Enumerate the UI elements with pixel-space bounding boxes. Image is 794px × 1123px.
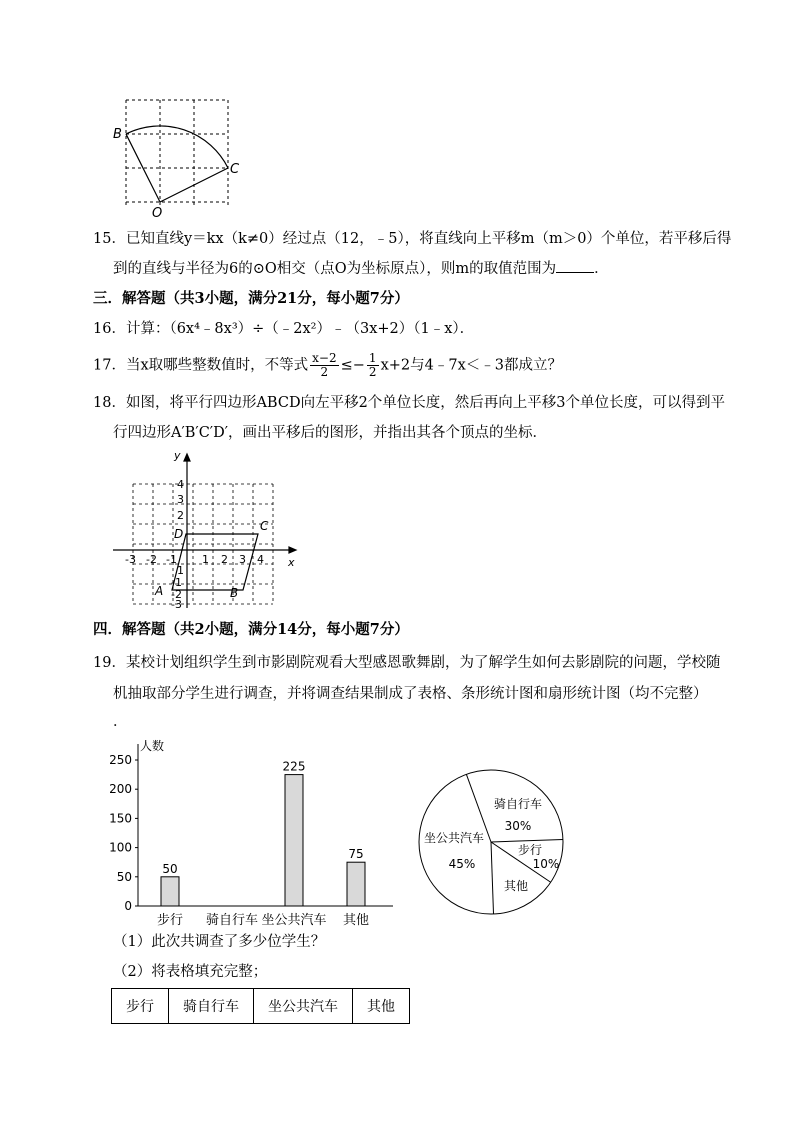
fraction-1 <box>310 352 338 379</box>
x-category-label: 步行 <box>156 913 184 928</box>
y-axis-label: y <box>174 450 181 462</box>
bar-value-label: 50 <box>162 861 178 876</box>
table-header-cell: 坐公共汽车 <box>254 989 353 1024</box>
sector-figure <box>108 96 248 220</box>
table-header-cell: 步行 <box>112 989 169 1024</box>
fraction-2 <box>367 352 379 379</box>
q19-sub2: （2）将表格填充完整； <box>113 964 268 980</box>
y-tick-label: 150 <box>109 811 132 826</box>
q15-line2-text: 到的直线与半径为6的⊙O相交（点O为坐标原点），则m的取值范围为 <box>113 261 557 277</box>
pie-slice-percent: 45% <box>448 857 476 871</box>
y-axis-arrow-icon <box>184 454 190 461</box>
q17 <box>93 352 562 379</box>
fraction-2-denominator: 2 <box>368 365 377 379</box>
pie-slice-label: 步行 <box>517 843 543 857</box>
label-o: O <box>152 206 163 220</box>
x-category-label: 骑自行车 <box>205 913 259 928</box>
y-tick: 4 <box>177 478 184 491</box>
y-tick: -2 <box>171 588 182 601</box>
x-tick: 2 <box>221 553 228 566</box>
fraction-1-numerator: x−2 <box>312 351 337 365</box>
table-header-cell: 其他 <box>353 989 410 1024</box>
y-tick: 2 <box>177 509 184 522</box>
q18-line2: 行四边形A′B′C′D′，画出平移后的图形，并指出其各个顶点的坐标． <box>113 425 548 441</box>
section-3-heading: 三．解答题（共3小题，满分21分，每小题7分） <box>93 290 409 307</box>
pie-slice-label: 其他 <box>503 879 529 893</box>
q17-suffix: x+2与4﹣7x＜﹣3都成立？ <box>380 357 562 374</box>
x-tick: -1 <box>166 553 177 566</box>
answer-blank[interactable] <box>556 258 594 273</box>
x-category-label: 坐公共汽车 <box>261 913 327 928</box>
q19-line3: ． <box>113 714 128 730</box>
bar-value-label: 225 <box>282 759 306 774</box>
x-tick: 1 <box>202 553 209 566</box>
pie-slice-percent: 30% <box>504 819 532 833</box>
bar-chart <box>108 734 398 930</box>
q19-sub1: （1）此次共调查了多少位学生？ <box>113 934 326 950</box>
vertex-c: C <box>260 519 269 533</box>
q15-line2 <box>113 258 609 279</box>
table-header-cell: 骑自行车 <box>169 989 254 1024</box>
y-tick: -3 <box>171 598 182 611</box>
q17-minus: − <box>352 357 365 374</box>
segment-ob <box>126 134 160 202</box>
q19-line2: 机抽取部分学生进行调查，并将调查结果制成了表格、条形统计图和扇形统计图（均不完整） <box>113 686 708 702</box>
coordinate-grid <box>108 450 304 612</box>
label-b: B <box>113 127 122 142</box>
y-tick-label: 100 <box>109 840 132 855</box>
x-axis-label: x <box>288 556 295 569</box>
vertex-a: A <box>155 584 164 598</box>
q15-line2-end: ． <box>594 261 609 277</box>
y-tick: 1 <box>177 564 184 577</box>
answer-table <box>111 988 410 1024</box>
table-row <box>112 989 410 1024</box>
bar <box>347 862 365 906</box>
y-tick-label: 250 <box>109 753 132 767</box>
y-tick-label: 50 <box>116 869 132 884</box>
fraction-1-denominator: 2 <box>320 365 329 379</box>
q17-leq: ≤ <box>340 357 353 374</box>
x-tick: 4 <box>257 553 264 566</box>
q18-line1: 18．如图，将平行四边形ABCD向左平移2个单位长度，然后再向上平移3个单位长度，可以得到平 <box>93 395 726 411</box>
x-axis-arrow-icon <box>289 547 296 553</box>
y-tick-label: 0 <box>124 899 132 913</box>
bar-chart-ylabel: 人数 <box>140 739 165 753</box>
q16: 16．计算：（6x⁴﹣8x³）÷（﹣2x²）﹣（3x+2）（1﹣x）． <box>93 321 475 337</box>
x-tick: 3 <box>239 553 246 566</box>
bar <box>285 775 303 906</box>
y-tick: -1 <box>171 576 182 589</box>
y-tick-label: 200 <box>109 782 132 797</box>
pie-chart <box>416 738 566 928</box>
section-4-heading: 四．解答题（共2小题，满分14分，每小题7分） <box>93 621 409 638</box>
q15-line1: 15．已知直线y＝kx（k≠0）经过点（12，﹣5），将直线向上平移m（m＞0）个单位，若平移后得 <box>93 231 732 247</box>
y-tick: 3 <box>177 493 184 506</box>
q17-prefix: 17．当x取哪些整数值时，不等式 <box>93 357 309 374</box>
x-tick: -3 <box>125 553 136 566</box>
x-tick: -2 <box>146 553 157 566</box>
arc-bc <box>126 126 228 168</box>
vertex-d: D <box>174 527 184 541</box>
pie-slice-percent: 10% <box>532 857 560 871</box>
q19-line1: 19．某校计划组织学生到市影剧院观看大型感恩歌舞剧，为了解学生如何去影剧院的问题，学校随 <box>93 655 721 671</box>
pie-slice-label: 骑自行车 <box>493 797 543 811</box>
bar <box>161 877 179 906</box>
bar-value-label: 75 <box>348 847 364 862</box>
x-category-label: 其他 <box>342 913 370 928</box>
fraction-2-numerator: 1 <box>368 351 377 365</box>
label-c: C <box>230 162 240 177</box>
pie-slice-label: 坐公共汽车 <box>423 831 485 845</box>
vertex-b: B <box>230 586 239 600</box>
